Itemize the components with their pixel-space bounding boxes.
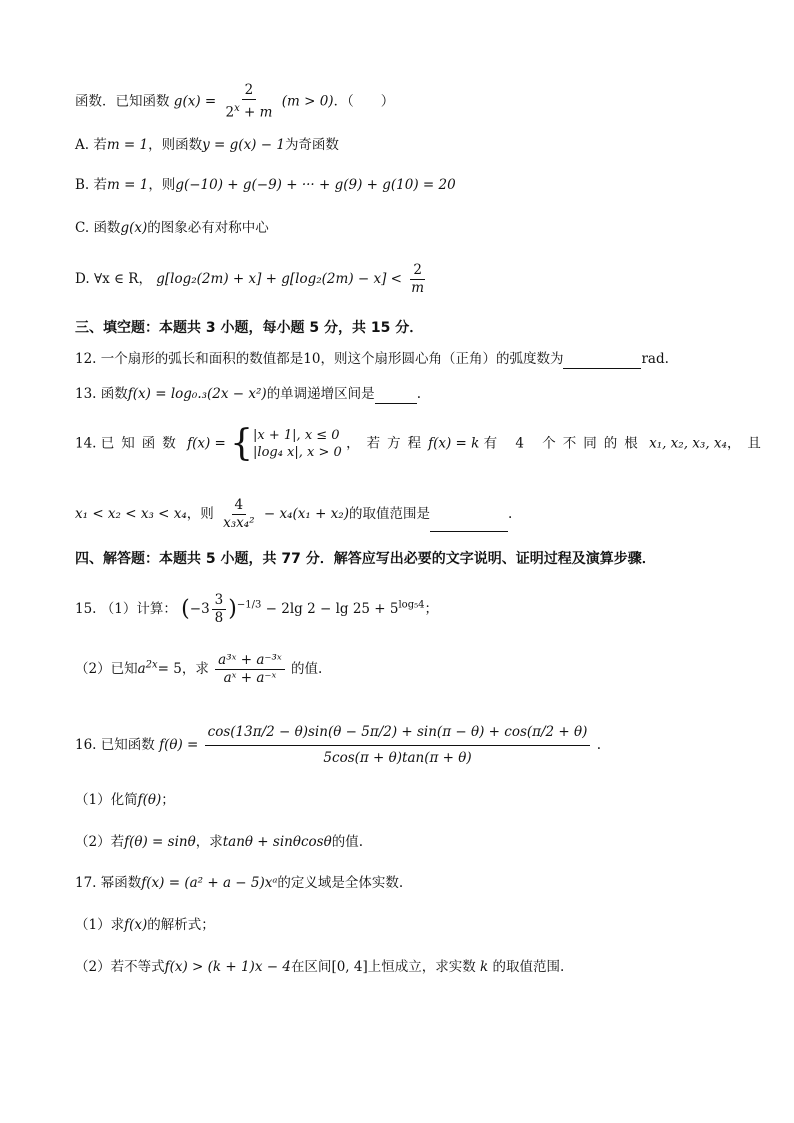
question-16: 16. 已知函数 f(θ) = $\frac{\cos(13\pi/2 - \theta)\sin(\theta - 5\pi/2) + \sin(\pi - \theta) + \cos(\pi/2 + \theta)}{5\cos(\pi + \theta)\tan(\pi + \theta)}$ . xyxy=(75,724,602,766)
question-15-fraction: $\frac{\text{a³ˣ + a⁻³ˣ}}{\text{aˣ + a⁻ˣ}}$ xyxy=(215,652,285,687)
section-4-heading: 四、解答题：本题共 5 小题，共 77 分．解答应写出必要的文字说明、证明过程及演算步骤． xyxy=(75,551,656,567)
question-12: 12. 一个扇形的弧长和面积的数值都是10，则这个扇形圆心角（正角）的弧度数为 rad. xyxy=(75,351,669,367)
piecewise-function: { |x + 1|, x ≤ 0 |log₄ x|, x > 0 xyxy=(230,423,342,464)
question-15-part-1: 15. （1）计算： (−3 $\frac{3}{8}$ )$^{-1/3}$ − 2lg $2 - \lg 25 + 5^{log_54}$； xyxy=(75,592,438,626)
question-16-part-2: （2）若f(θ) = sinθ，求tanθ + sinθcosθ的值. xyxy=(75,834,364,850)
section-3-heading: 三、填空题：本题共 3 小题，每小题 5 分，共 15 分． xyxy=(75,320,424,336)
answer-blank xyxy=(563,354,641,369)
question-13: 13. 函数f(x) = log₀.₃(2x − x²)的单调递增区间是 . xyxy=(75,386,421,402)
question-17-part-2: （2）若不等式f(x) > (k + 1)x − 4在区间[0, 4]上恒成立，求实数 k 的取值范围. xyxy=(75,959,565,975)
question-14: 14. 已知函数 f(x) = { |x + 1|, x ≤ 0 |log₄ x|, x > 0 ，若方程f(x) = k 有 4 个不同的根 x₁, x₂, x₃, x₄，且 xyxy=(75,423,768,464)
question-15-part-2: （2）已知$a^{2x}= 5$，求 $\frac{\text{a³ˣ + a⁻³ˣ}}{\text{aˣ + a⁻ˣ}}$ 的值. xyxy=(75,652,323,686)
option-d-fraction: $\frac{2}{m}$ xyxy=(411,262,425,296)
option-d: D. ∀x ∈ R， g[log₂(2m) + x] + g[log₂(2m) − x] < $\frac{2}{m}$ xyxy=(75,262,734,297)
answer-blank xyxy=(430,517,508,532)
question-17-part-1: （1）求f(x)的解析式； xyxy=(75,917,215,933)
question-14-cont: x₁ < x₂ < x₃ < x₄，则 $\frac{4}{\text{x₃x₄²}}$ − x₄(x₁ + x₂)的取值范围是 . xyxy=(75,497,513,531)
question-16-part-1: （1）化简f(θ)； xyxy=(75,792,175,808)
answer-blank xyxy=(375,389,417,404)
q11-stem: 函数．已知函数 g(x) = $\frac{2}{2^x + m}$ (m > 0)．（ ） xyxy=(75,82,395,121)
question-16-fraction: $\frac{\cos(13\pi/2 - \theta)\sin(\theta - 5\pi/2) + \sin(\pi - \theta) + \cos(\pi/2 + \theta)}{5\cos(\pi + \theta)\tan(\pi + \theta)}$ xyxy=(205,724,591,767)
question-17: 17. 幂函数f(x) = (a² + a − 5)xᵃ的定义域是全体实数. xyxy=(75,875,404,891)
option-a: A. 若m = 1，则函数y = g(x) − 1为奇函数 xyxy=(75,137,339,153)
question-14-fraction: $\frac{4}{\text{x₃x₄²}}$ xyxy=(223,497,255,531)
q11-fraction: $\frac{2}{2^x + m}$ xyxy=(225,82,273,121)
option-c: C. 函数g(x)的图象必有对称中心 xyxy=(75,220,269,236)
option-b: B. 若m = 1，则g(−10) + g(−9) + ··· + g(9) + g(10) = 20 xyxy=(75,177,456,193)
